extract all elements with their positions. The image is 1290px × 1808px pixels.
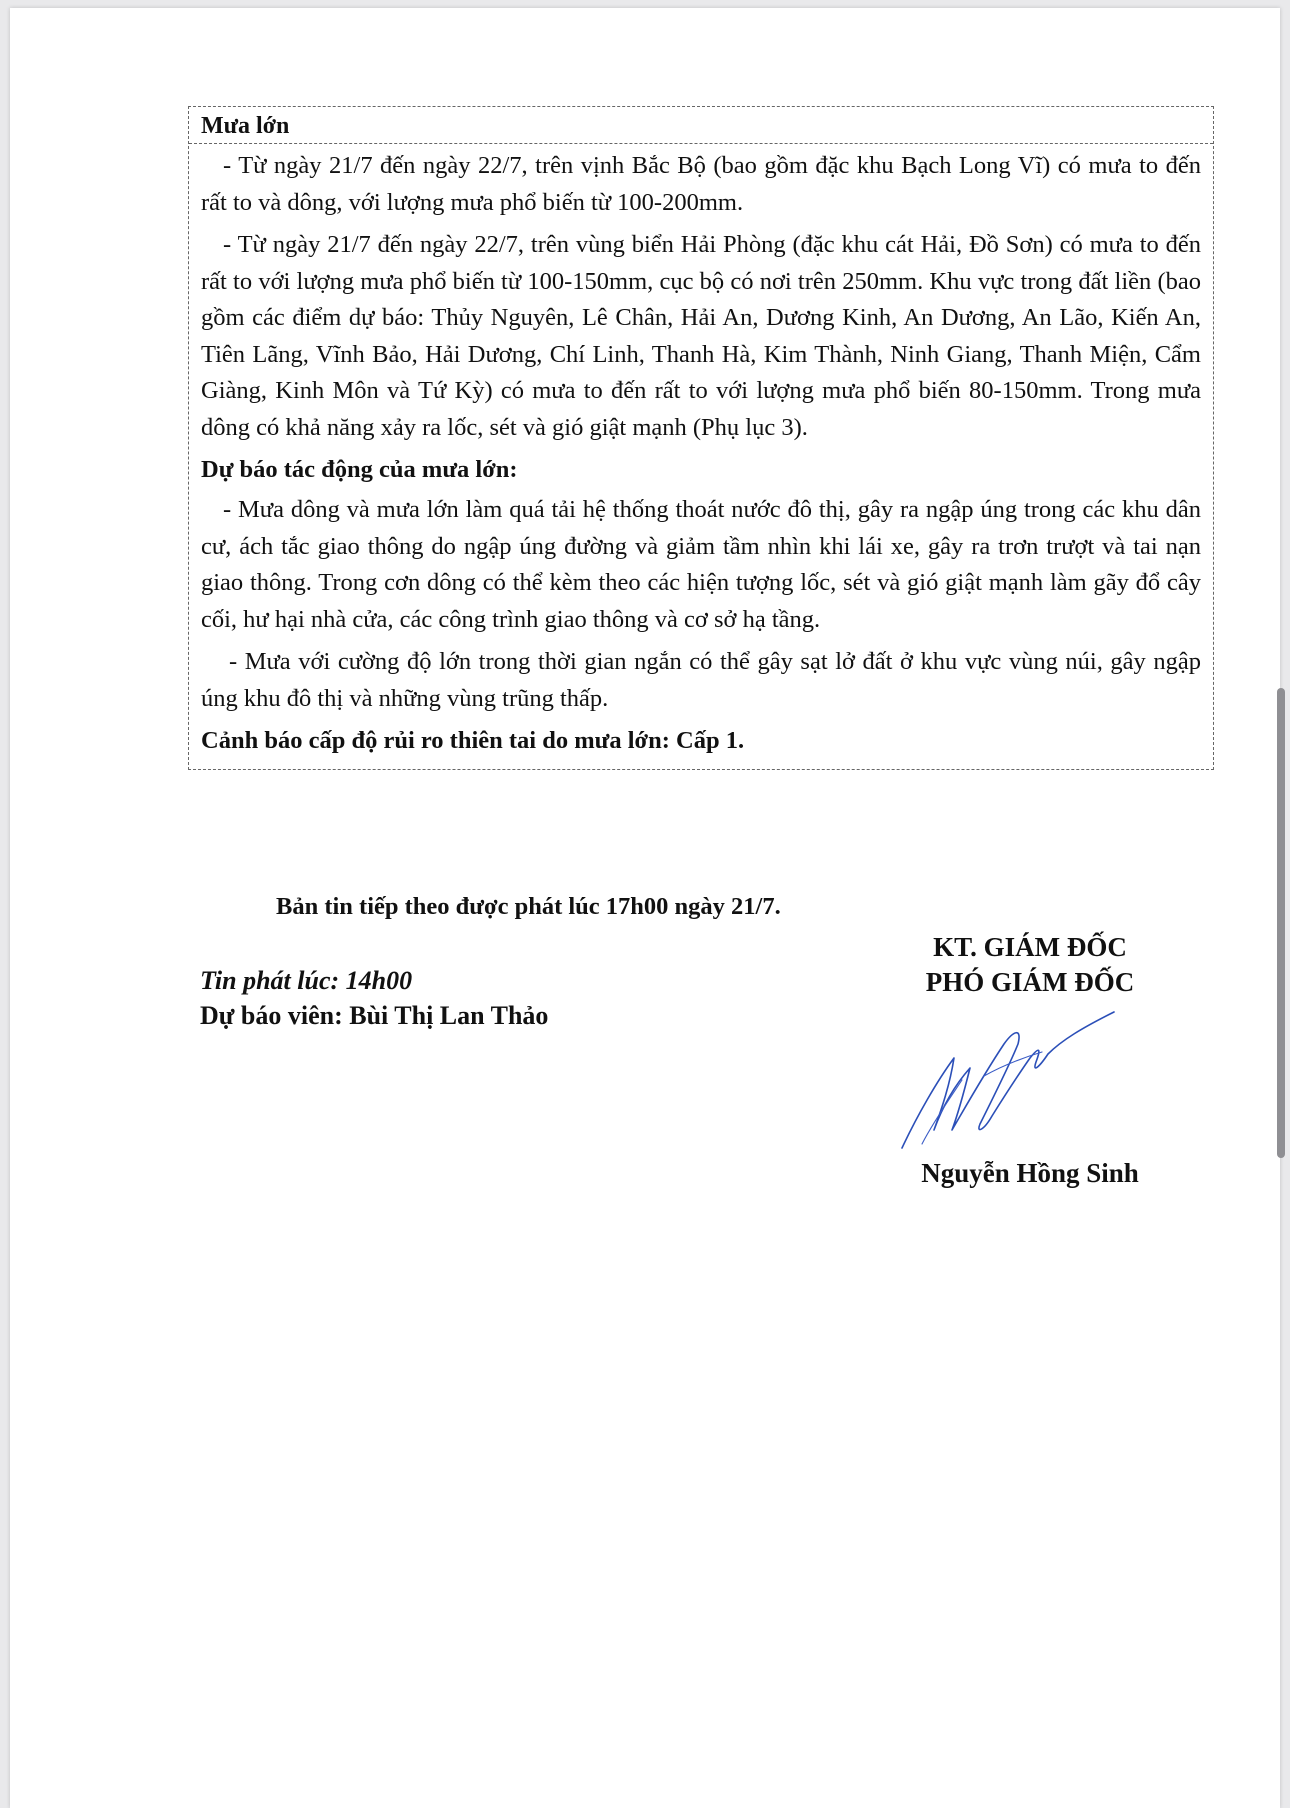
- impact-paragraph-landslide: - Mưa với cường độ lớn trong thời gian ngắn có thể gây sạt lở đất ở khu vực vùng núi, gây ngập úng khu đô thị và những vùng trũng thấp.: [201, 648, 1201, 712]
- handwritten-signature: [892, 1006, 1132, 1156]
- forecaster-name: Dự báo viên: Bùi Thị Lan Thảo: [200, 1001, 549, 1030]
- warning-body: [189, 144, 1213, 769]
- signer-name: Nguyễn Hồng Sinh: [921, 1158, 1139, 1188]
- next-bulletin-notice: Bản tin tiếp theo được phát lúc 17h00 ngày 21/7.: [276, 893, 781, 920]
- impact-heading: Dự báo tác động của mưa lớn:: [201, 456, 518, 483]
- warning-heading: Mưa lớn: [189, 107, 1213, 144]
- vertical-scrollbar[interactable]: [1272, 0, 1290, 1801]
- scrollbar-thumb[interactable]: [1277, 688, 1285, 1158]
- forecast-paragraph-gulf: - Từ ngày 21/7 đến ngày 22/7, trên vịnh Bắc Bộ (bao gồm đặc khu Bạch Long Vĩ) có mưa to đến rất to và dông, với lượng mưa phổ biến từ 100-200mm.: [201, 152, 1201, 216]
- signature-title-line2: PHÓ GIÁM ĐỐC: [925, 967, 1135, 997]
- issue-time: Tin phát lúc: 14h00: [200, 966, 413, 995]
- signature-title-line1: KT. GIÁM ĐỐC: [933, 932, 1127, 962]
- impact-paragraph-flooding: - Mưa dông và mưa lớn làm quá tải hệ thống thoát nước đô thị, gây ra ngập úng trong các khu dân cư, ách tắc giao thông do ngập úng đường và giảm tầm nhìn khi lái xe, gây ra trơn trượt và tai nạn giao thông. Trong cơn dông có thể kèm theo các hiện tượng lốc, sét và gió giật mạnh làm gãy đổ cây cối, hư hại nhà cửa, các công trình giao thông và cơ sở hạ tầng.: [201, 496, 1201, 633]
- forecast-paragraph-haiphong: - Từ ngày 21/7 đến ngày 22/7, trên vùng biển Hải Phòng (đặc khu cát Hải, Đồ Sơn) có mưa to đến rất to với lượng mưa phổ biến từ 100-150mm, cục bộ có nơi trên 250mm. Khu vực trong đất liền (bao gồm các điểm dự báo: Thủy Nguyên, Lê Chân, Hải An, Dương Kinh, An Dương, An Lão, Kiến An, Tiên Lãng, Vĩnh Bảo, Hải Dương, Chí Linh, Thanh Hà, Kim Thành, Ninh Giang, Thanh Miện, Cẩm Giàng, Kinh Môn và Tứ Kỳ) có mưa to đến rất to với lượng mưa phổ biến 80-150mm. Trong mưa dông có khả năng xảy ra lốc, sét và gió giật mạnh (Phụ lục 3).: [201, 231, 1201, 441]
- signature-title-block: [880, 930, 1180, 1000]
- document-page: [10, 8, 1280, 1808]
- risk-level-statement: Cảnh báo cấp độ rủi ro thiên tai do mưa lớn: Cấp 1.: [201, 727, 745, 754]
- heavy-rain-warning-box: [188, 106, 1214, 770]
